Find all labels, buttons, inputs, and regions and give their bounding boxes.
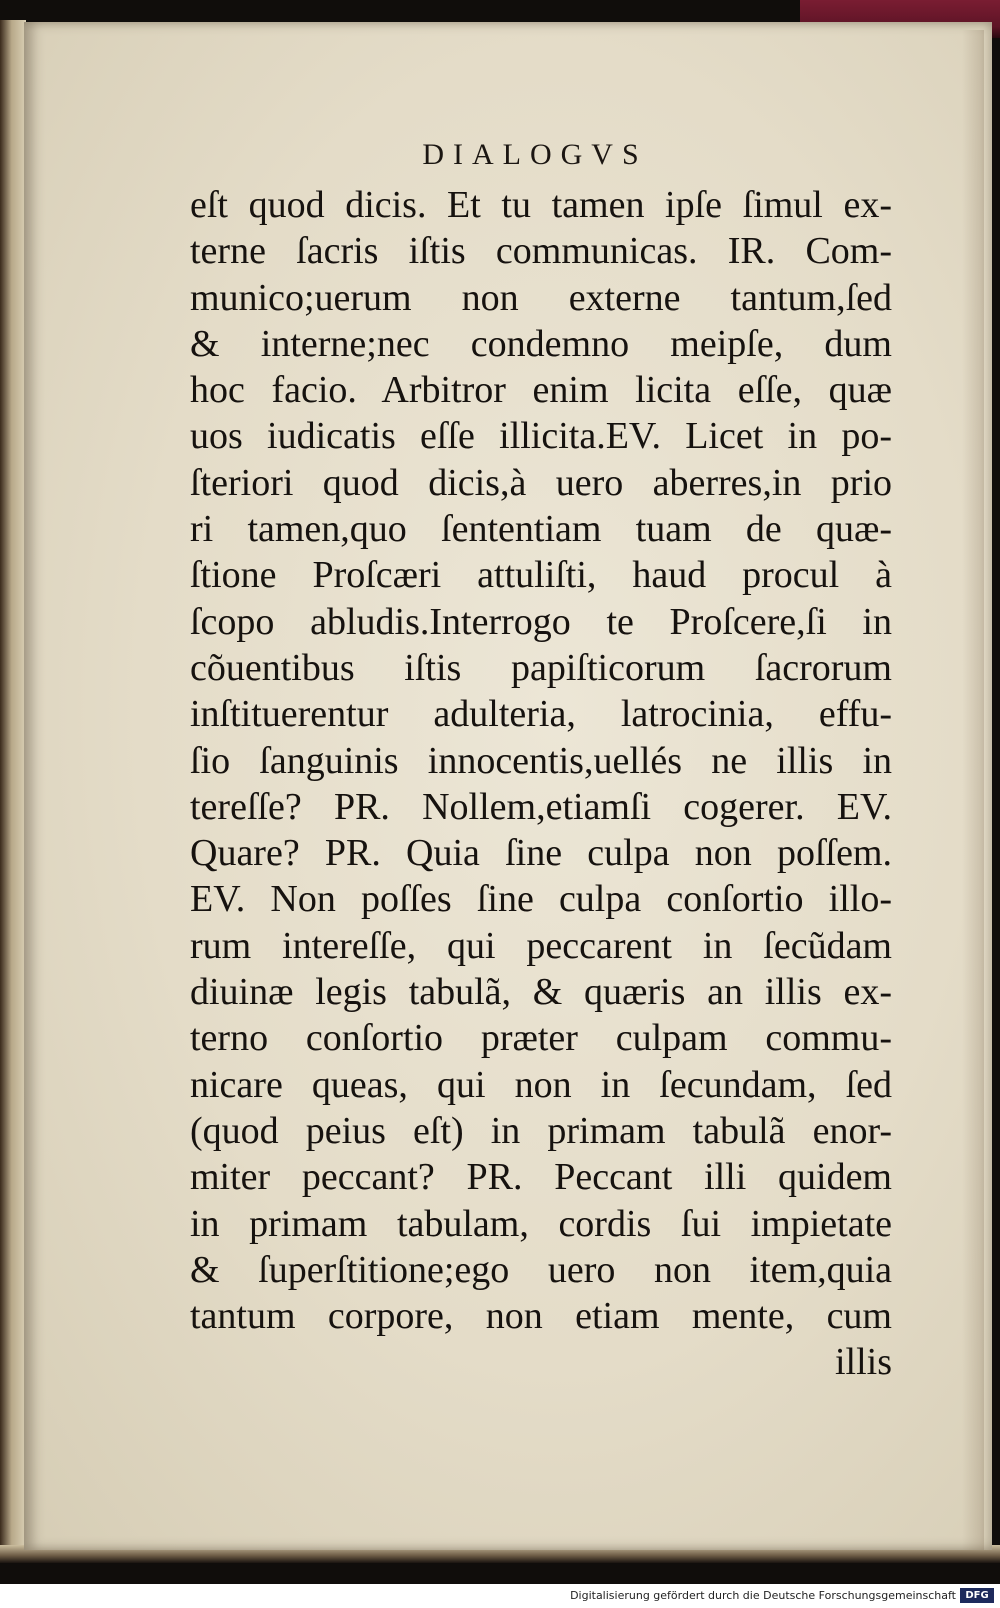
text-line: EV. Non poſſes ſine culpa conſortio illo- xyxy=(190,878,892,921)
text-line: nicare queas, qui non in ſecundam, ſed xyxy=(190,1063,892,1106)
funding-credit: Digitalisierung gefördert durch die Deutsche Forschungsgemeinschaft xyxy=(570,1589,956,1602)
text-line: hoc facio. Arbitror enim licita eſſe, quæ xyxy=(190,369,892,412)
text-line: miter peccant? PR. Peccant illi quidem xyxy=(190,1156,892,1199)
text-line: ſteriori quod dicis,à uero aberres,in prio xyxy=(190,461,892,504)
text-line: tantum corpore, non etiam mente, cum xyxy=(190,1295,892,1338)
text-line: & ſuperſtitione;ego uero non item,quia xyxy=(190,1248,892,1291)
text-line: rum intereſſe, qui peccarent in ſecũdam xyxy=(190,924,892,967)
text-line: ſcopo abludis.Interrogo te Proſcere,ſi in xyxy=(190,600,892,643)
page-edge xyxy=(962,30,984,1550)
text-line: uos iudicatis eſſe illicita.EV. Licet in po- xyxy=(190,415,892,458)
text-line: diuinæ legis tabulã, & quæris an illis ex- xyxy=(190,971,892,1014)
text-line: tereſſe? PR. Nollem,etiamſi cogerer. EV. xyxy=(190,785,892,828)
text-line: (quod peius eſt) in primam tabulã enor- xyxy=(190,1109,892,1152)
text-line: munico;uerum non externe tantum,ſed xyxy=(190,276,892,319)
text-line: Quare? PR. Quia ſine culpa non poſſem. xyxy=(190,832,892,875)
text-line: terne ſacris iſtis communicas. IR. Com- xyxy=(190,230,892,273)
text-line: & interne;nec condemno meipſe, dum xyxy=(190,322,892,365)
text-line: ſtione Proſcæri attuliſti, haud procul à xyxy=(190,554,892,597)
footer-bar xyxy=(0,1584,1000,1608)
text-line: terno conſortio præter culpam commu- xyxy=(190,1017,892,1060)
text-line: ri tamen,quo ſententiam tuam de quæ- xyxy=(190,508,892,551)
dfg-logo: DFG xyxy=(960,1588,994,1603)
text-line: in primam tabulam, cordis ſui impietate xyxy=(190,1202,892,1245)
book-board-left xyxy=(0,20,26,1560)
catchword: illis xyxy=(834,1341,892,1384)
text-line: ſio ſanguinis innocentis,uellés ne illis in xyxy=(190,739,892,782)
text-line: eſt quod dicis. Et tu tamen ipſe ſimul ex- xyxy=(190,184,892,226)
running-head: DIALOGVS xyxy=(422,138,648,171)
text-line: cõuentibus iſtis papiſticorum ſacrorum xyxy=(190,646,892,689)
text-line: inſtituerentur adulteria, latrocinia, effu- xyxy=(190,693,892,736)
text-block xyxy=(190,182,892,1386)
